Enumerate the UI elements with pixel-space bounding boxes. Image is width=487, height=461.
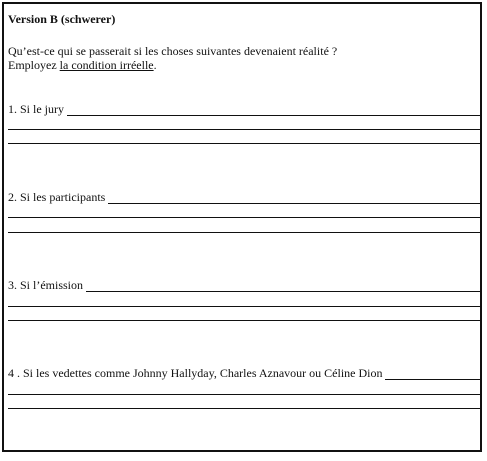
- question-3-answer-line-3[interactable]: [8, 320, 480, 321]
- instruction-prefix: Employez: [8, 58, 60, 72]
- question-1: [8, 102, 480, 116]
- question-4-answer-blank[interactable]: [385, 368, 480, 380]
- question-1-answer-line-2[interactable]: [8, 129, 480, 130]
- question-3-answer-line-2[interactable]: [8, 306, 480, 307]
- instruction-suffix: .: [153, 58, 157, 72]
- question-3-answer-blank[interactable]: [86, 280, 480, 292]
- question-2-answer-line-3[interactable]: [8, 232, 480, 233]
- question-1-answer-blank[interactable]: [67, 104, 480, 116]
- question-3-prompt: 3. Si l’émission: [8, 278, 84, 292]
- worksheet-title: Version B (schwerer): [8, 12, 116, 26]
- question-2-prompt: 2. Si les participants: [8, 190, 106, 204]
- instruction-emphasis: la condition irréelle: [59, 58, 154, 72]
- instruction-line-2: [8, 58, 337, 72]
- question-4-answer-line-2[interactable]: [8, 394, 480, 395]
- question-3: [8, 278, 480, 292]
- question-4: [8, 366, 480, 380]
- question-4-prompt: 4 . Si les vedettes comme Johnny Hallyday, Charles Aznavour ou Céline Dion: [8, 366, 383, 380]
- worksheet-frame: [2, 2, 482, 452]
- question-4-answer-line-3[interactable]: [8, 408, 480, 409]
- question-2: [8, 190, 480, 204]
- question-2-answer-blank[interactable]: [108, 192, 480, 204]
- question-1-prompt: 1. Si le jury: [8, 102, 64, 116]
- question-1-answer-line-3[interactable]: [8, 143, 480, 144]
- instruction-line-1: Qu’est-ce qui se passerait si les choses suivantes devenaient réalité ?: [8, 44, 338, 58]
- question-2-answer-line-2[interactable]: [8, 217, 480, 218]
- instructions: [8, 44, 337, 72]
